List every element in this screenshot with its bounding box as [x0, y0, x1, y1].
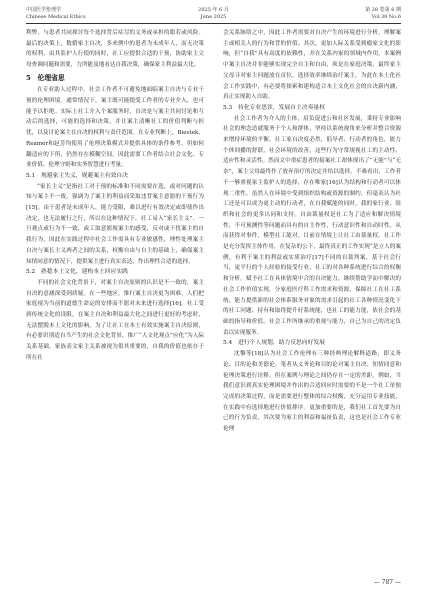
journal-name-cn: 中国医学伦理学: [26, 7, 62, 13]
paragraph: “家长主义”是指社工对于预的标准和不同需要在选，或对问题的认知与案主不一致，强调为了案主的利益而采取违背案主意愿的干预行为[15]。由于患者是未成年人，能力受限，难以进行有效决定或即使作出决定，也无法履行之行，所以在这种情况下，社工易入“家长主义”。一旦观点或行为不一致，或工取意愿视案主的感受，反对或干扰案主的自我行为，因此在实践过程中社会工作需具有专业敏感性，理性处理案主自决与案长主义两者之间的关系，权衡自由与自主的基础上，确保案主知情同意的情况下，提供案主进行真实表达，作出理性合适的选择。: [26, 183, 204, 265]
volume-en: Vol.38 No.6: [371, 13, 401, 20]
section-heading: 5 伦理省思: [26, 73, 65, 82]
subsection-heading: 5.2 熟稔本土文化，建构本土回应实践: [26, 269, 128, 276]
volume-info: [365, 7, 401, 20]
issue-date-en: June 2025: [200, 13, 227, 20]
left-column: [26, 28, 204, 364]
issue-date: [0, 7, 427, 20]
subsection-heading: 5.3 持化专业思诊，发展自主决奏量权: [223, 104, 325, 111]
paragraph: 沈黎等[18]认为社会工作伦理有三种经典理论解释道路，即义务论、目的论和美德论。笔者从义务论和目的论对案主自决、知情同意和伦理决策进行诠释。但在案例与理论之间仍存在一定的差距。例如，当我们意识到真实伦理困境并作出的合适回应时需要的不是一个社工单独完成的决策过程，而是需要进行整体的综合权衡，充分运用专业技能，在实践中有选择地进行价值排序。更加重要的是，我们社工首先要为自己的行为负责，其次要为家主的利益和福祉负责，这也是社会工作专业伦理: [223, 351, 401, 433]
journal-name-en: Chinese Medical Ethics: [26, 13, 86, 20]
subsection-heading: 5.4 进行个人规划，助力反思向好发展: [223, 340, 325, 347]
paragraph: 会关系脉络之中，因此工作者需要对自决产生的环境进行分析，理解案主或相关人的行为和背的价值；其次，更加人际关系受到瘾家文化的影响，但“自我”具有高度的依赖性，并在关系内家的领域内作用，本案例中案主自决并非能够实现完全自主和自由，须是在家庭决策，最终家主父母寻对家主问题放在首位，选择效率继续治疗案主。为此在本土化社会工作实践中，有必要将探索和建构适合本土文化社会的自决新内涵，真正实现助人自助。: [223, 30, 401, 101]
paragraph: 利弊，与患者共同探讨每个选择背后症尽的义务或承担的眼若或风险。最后的决策上，数婚家主自决，多来例中的患者为未成年人，而无决策的权利，由其监护人行使的同时，社工应提供合适的干预，协助家主父母查调问题和需要，力所能及地看达自我决策，确保家主利益最大化。: [26, 30, 204, 69]
volume-cn: 第 38 卷第 6 期: [365, 7, 401, 13]
subsection-heading: 5.1 规避家主失义，规避案主有效自决: [26, 172, 128, 179]
right-column: [223, 28, 401, 435]
page-number: — 787 —: [373, 579, 401, 586]
paragraph: 不同的社会文化背景下，对案主自决原则的认识是不一致的，案主自决的意涵深受到质疑。在一些地区，推行案主自决更为困难，人们把家庭视为当前的道德生命运的安排而不愿对未来进行选择[16]。社工受到传统文化的设限，在案主自决和利益最大化之间进行更好的考虑时，无法摆脱本土文化的影响。为了让社工在本土有效实施案主自决原则，有必要识别适自当产生的社会文化背景，推广“人文化观点”应化“为人际关系基础，家族表文家主关系被视为很其重要的，自我的价值也依存于所在社: [26, 279, 204, 361]
header-rule: [26, 23, 401, 24]
paragraph: 社会工作者为介入的主体，肩负促进公和社区发展，秉持专业影响社会的理念造就服务于个人和群体，坚持以系统视角来分析并整合资源来增持环境的平衡。社工家自决度必然，倡导者、行动者的角色，能力个体间播的舒联，社会环境的改善，这些行为守常规视社工的主动性、适应性和灵活性。然而文中重症患者的接案社工却体现出了“无能”与“无奈”，案主父母最终作了放弃治疗的决定并给以选择。不难看出，工作者不一够重视家主监护人的选择，存在唯家[16]认为结构和行动者可以体现二重性，虽然人在环境中受到组织结构或资源的制约，但毫表认为社工还是可以成为更主动的行动者，在自我赋能的同时，我的家行业、组织和社会的更多认同和支持。自由裁量权是社工为了适应和解决情境性、不可预测性等问题而具有的自主作性，行动意识性和自动时性、从而获得对事件、模型社工能对。目前在情境上让社工由裁量权，社工作是充分发挥主体作用，在复杂的公下，最终真正的工作实现“是立人的案例，有利于案主的利益或实质治疗[17]不同的自裁判案，基于社会行当，更平行的个人经验的接受行业，社工的对各种系统进行综合的权衡和分析，赋予社工在具体情境中合的自决能力，继续帮助学而中解决的社会工作价值实现，分家庭医疗科工作需求和资源，保障社工在社工系统、能力提供新的社会体系服务对象的需求引起的社工各种情况变化下的社工问题、持有和取得提升好系统能，也社工的能力能，依社会的基础的指导和价值。社会工作所继承的重视与能力，自己为自己的决定负责以实现服务。: [223, 115, 401, 336]
issue-date-cn: 2025 年 6 月: [198, 7, 229, 13]
paragraph: 在专业助人过程中，社会工作者不可避免地面临案主自决与专业干预的伦理困境。通常情况下，案主既可能提受工作者的专业介入，也可能予以拒绝。实际上社工介入个案服务时，自决是与案主共同讨论和互动后的选择，可能的选择和决策，并让案主清晰社工的价值判断与担忧，以及讨论案主在自决的权利与责任范围。在专业判断上，Biestek、Reamer和赵芳均使用了伦理决策模式并提供具体的条件参考，但如何翻适应的下所，仍然存在模糊空间，因此需要工作者结合社会文化、专业价值、伦理守则和实务智慧进行考量。: [26, 87, 204, 169]
